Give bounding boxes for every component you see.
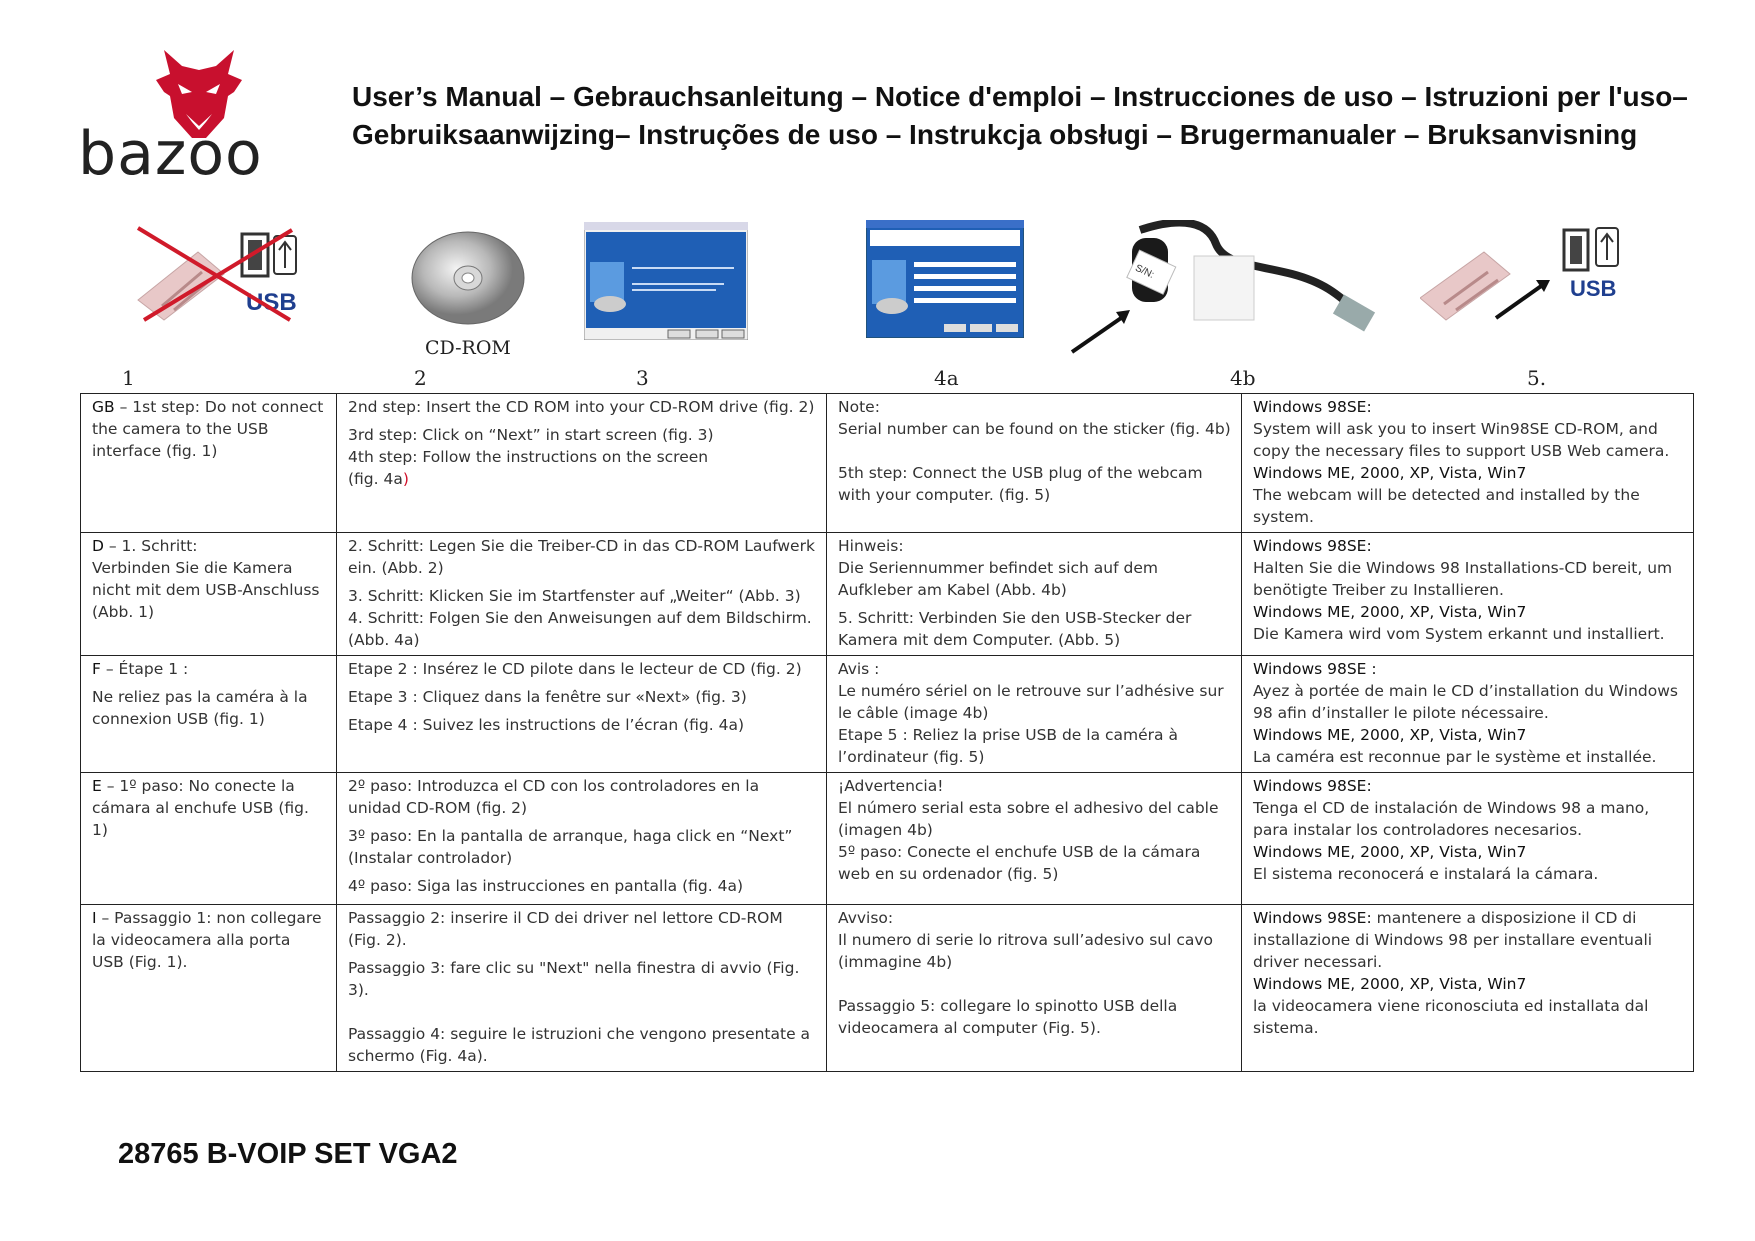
fig-label-1: 1 [122, 366, 135, 390]
table-row-f [81, 656, 1694, 773]
bazoo-logo [78, 44, 320, 176]
fig2-cd-label: CD-ROM [425, 337, 511, 359]
cell-steps-2-4: 2º paso: Introduzca el CD con los controladores en la unidad CD-ROM (fig. 2) 3º paso: En la pantalla de arranque, haga click en “Next” (Instalar controlador) 4º paso: Siga las instrucciones en pantalla (fig. 4a) [337, 773, 827, 905]
table-row-i [81, 905, 1694, 1072]
cell-note-step5: Avis : Le numéro sériel on le retrouve sur l’adhésive sur le câble (image 4b) Etape 5 : Reliez la prise USB de la caméra à l’ordinateur (fig. 5) [827, 656, 1242, 773]
cell-steps-2-4: Passaggio 2: inserire il CD dei driver nel lettore CD-ROM (Fig. 2). Passaggio 3: fare clic su "Next" nella finestra di avvio (Fig. 3). Passaggio 4: seguire le istruzioni che vengono presentate a schermo (Fig. 4a). [337, 905, 827, 1072]
cell-steps-2-4: 2. Schritt: Legen Sie die Treiber-CD in das CD-ROM Laufwerk ein. (Abb. 2) 3. Schritt: Klicken Sie im Startfenster auf „Weiter“ (Abb. 3) 4. Schritt: Folgen Sie den Anweisungen auf dem Bildschirm. (Abb. 4a) [337, 533, 827, 656]
fig-label-5: 5. [1527, 366, 1547, 390]
cell-note-step5: Hinweis: Die Seriennummer befindet sich auf dem Aufkleber am Kabel (Abb. 4b) 5. Schritt: Verbinden Sie den USB-Stecker der Kamera mit dem Computer. (Abb. 5) [827, 533, 1242, 656]
instructions-table [80, 393, 1694, 1072]
product-code: 28765 B-VOIP SET VGA2 [118, 1138, 458, 1170]
brand-wordmark: bazoo [78, 119, 263, 176]
cell-note-step5: Avviso: Il numero di serie lo ritrova sull’adesivo sul cavo (immagine 4b) Passaggio 5: collegare lo spinotto USB della videocamera al computer (Fig. 5). [827, 905, 1242, 1072]
cell-windows: Windows 98SE : Ayez à portée de main le CD d’installation du Windows 98 afin d’installer le pilote nécessaire. Windows ME, 2000, XP, Vista, Win7 La caméra est reconnue par le système et installée. [1242, 656, 1694, 773]
fig3-installer-screenshot [584, 222, 748, 340]
cell-windows: Windows 98SE: System will ask you to insert Win98SE CD-ROM, and copy the necessary files to support USB Web camera. Windows ME, 2000, XP, Vista, Win7 The webcam will be detected and installed by the system. [1242, 394, 1694, 533]
fig1-no-usb-icon [128, 224, 308, 324]
cell-step1: I – Passaggio 1: non collegare la videocamera alla porta USB (Fig. 1). [81, 905, 337, 1072]
cell-note-step5: ¡Advertencia! El número serial esta sobre el adhesivo del cable (imagen 4b) 5º paso: Conecte el enchufe USB de la cámara web en su ordenador (fig. 5) [827, 773, 1242, 905]
cell-steps-2-4: Etape 2 : Insérez le CD pilote dans le lecteur de CD (fig. 2) Etape 3 : Cliquez dans la fenêtre sur «Next» (fig. 3) Etape 4 : Suivez les instructions de l’écran (fig. 4a) [337, 656, 827, 773]
table-row-gb [81, 394, 1694, 533]
cell-step1: D – 1. Schritt: Verbinden Sie die Kamera nicht mit dem USB-Anschluss (Abb. 1) [81, 533, 337, 656]
fig-label-4a: 4a [934, 366, 959, 390]
table-row-e [81, 773, 1694, 905]
fig5-usb-text: USB [1570, 276, 1617, 301]
fig-label-3: 3 [636, 366, 649, 390]
cell-windows: Windows 98SE: Tenga el CD de instalación de Windows 98 a mano, para instalar los controladores necesarios. Windows ME, 2000, XP, Vista, Win7 El sistema reconocerá e instalará la cámara. [1242, 773, 1694, 905]
cell-note-step5: Note: Serial number can be found on the sticker (fig. 4b) 5th step: Connect the USB plug of the webcam with your computer. (fig. 5) [827, 394, 1242, 533]
cell-step1: E – 1º paso: No conecte la cámara al enchufe USB (fig. 1) [81, 773, 337, 905]
title-line-2: Gebruiksaanwijzing– Instruções de uso – Instrukcja obsługi – Brugermanualer – Bruksanvisning [352, 119, 1638, 150]
cell-steps-2-4: 2nd step: Insert the CD ROM into your CD-ROM drive (fig. 2) 3rd step: Click on “Next” in start screen (fig. 3) 4th step: Follow the instructions on the screen (fig. 4a) [337, 394, 827, 533]
cell-windows: Windows 98SE: Halten Sie die Windows 98 Installations-CD bereit, um benötigte Treiber zu Installieren. Windows ME, 2000, XP, Vista, Win7 Die Kamera wird vom System erkannt und installiert. [1242, 533, 1694, 656]
fig4a-setup-dialog-screenshot [866, 220, 1024, 338]
fig-label-2: 2 [414, 366, 427, 390]
fig4b-cable-sticker [1066, 220, 1382, 356]
page-title [352, 78, 1732, 154]
fig1-usb-text: USB [246, 289, 297, 316]
cell-windows: Windows 98SE: mantenere a disposizione il CD di installazione di Windows 98 per installare eventuali driver necessari. Windows ME, 2000, XP, Vista, Win7 la videocamera viene riconosciuta ed installata dal sistema. [1242, 905, 1694, 1072]
fig2-cd-icon [408, 228, 528, 328]
cell-step1: F – Étape 1 : Ne reliez pas la caméra à la connexion USB (fig. 1) [81, 656, 337, 773]
fig5-usb-connect-icon [1420, 222, 1636, 326]
fig4b-sticker-text: S/N: [1133, 262, 1156, 281]
table-row-d [81, 533, 1694, 656]
fig-label-4b: 4b [1230, 366, 1256, 390]
cell-step1: GB – 1st step: Do not connect the camera to the USB interface (fig. 1) [81, 394, 337, 533]
title-line-1: User’s Manual – Gebrauchsanleitung – Notice d'emploi – Instrucciones de uso – Istruzioni per l'uso– [352, 81, 1688, 112]
